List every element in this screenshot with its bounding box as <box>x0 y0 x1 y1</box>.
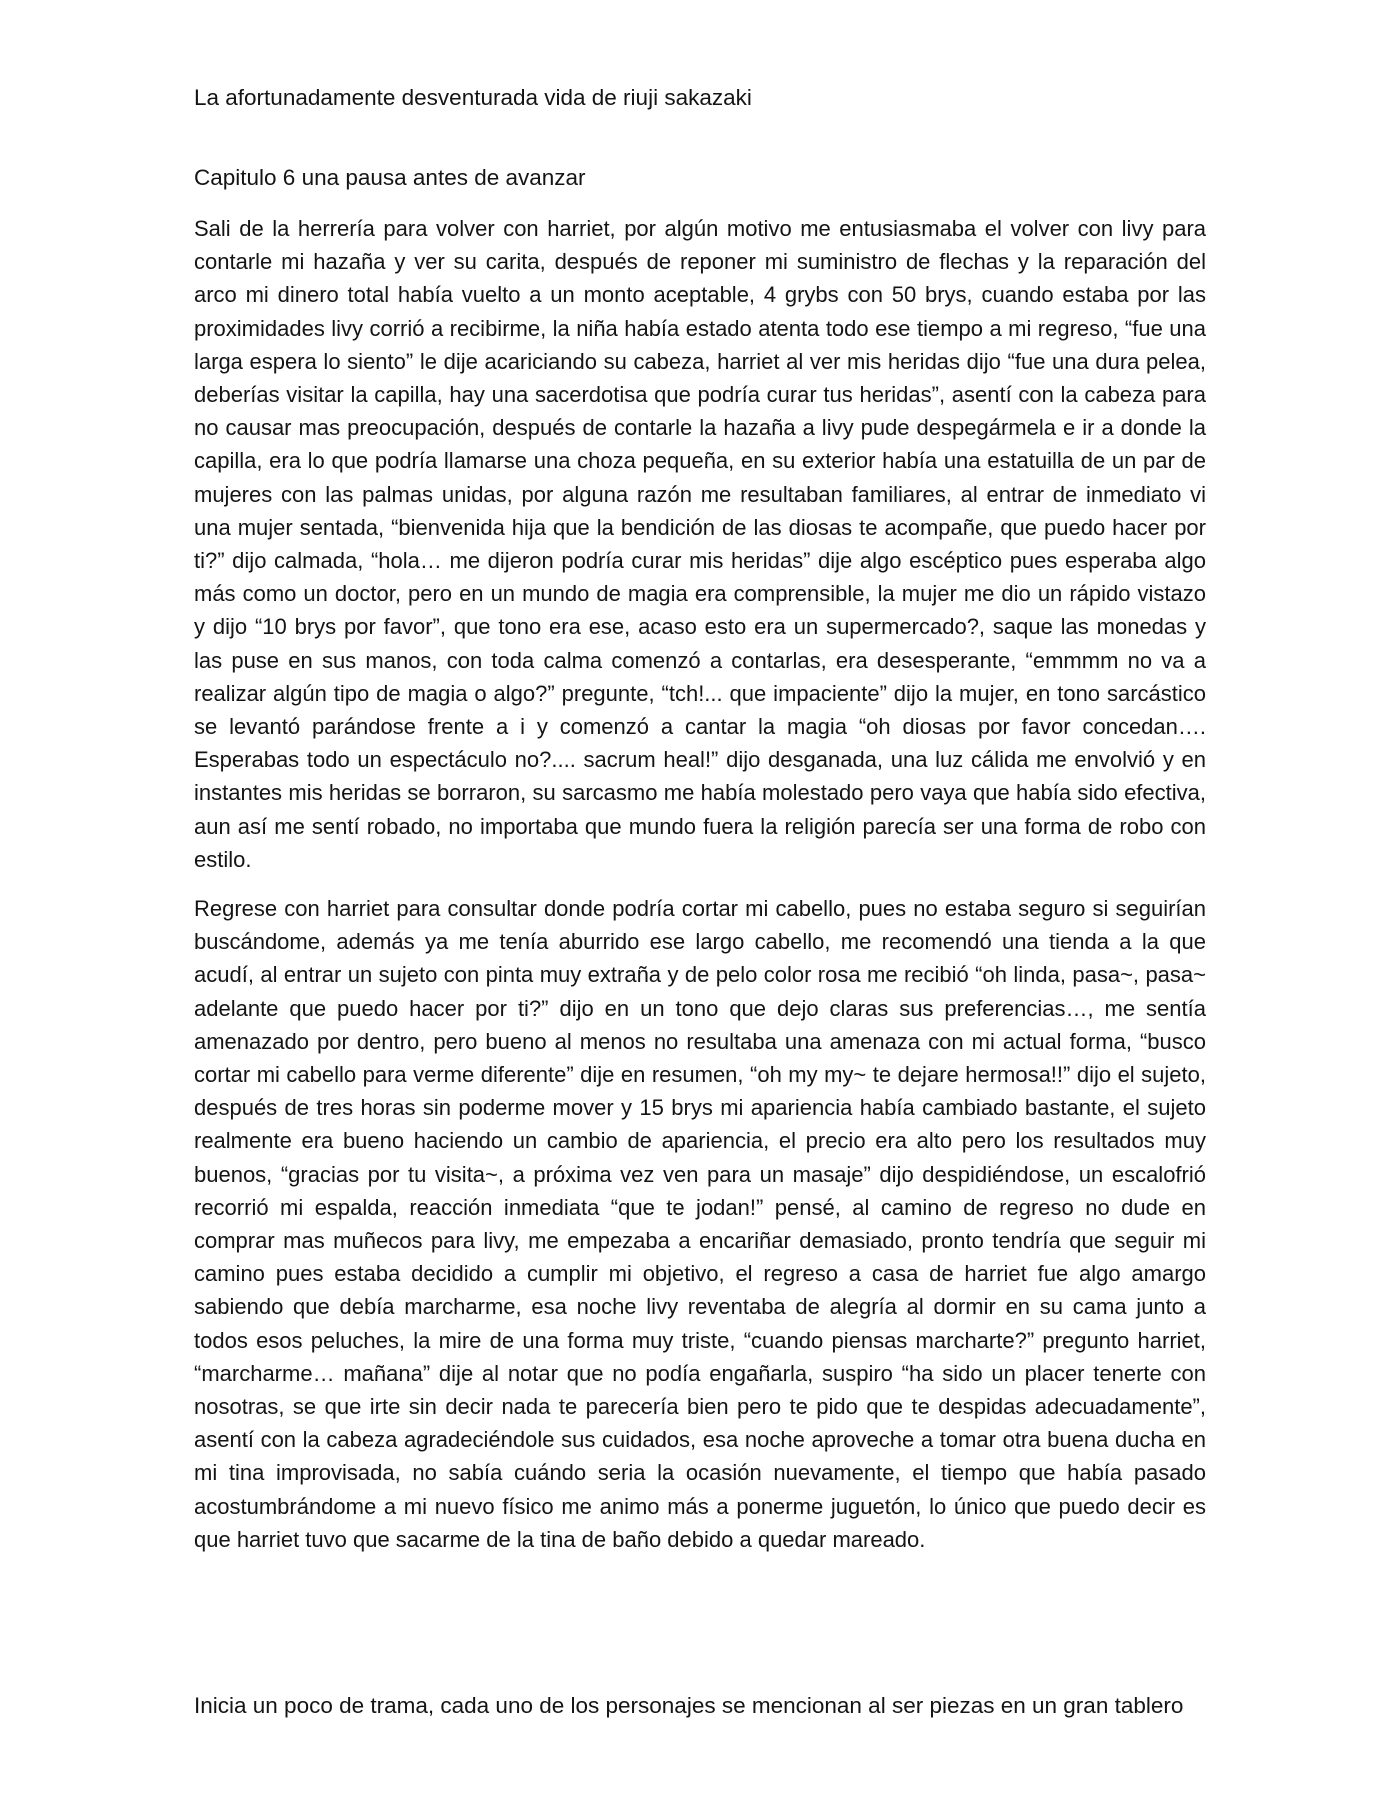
chapter-title: Capitulo 6 una pausa antes de avanzar <box>194 165 586 190</box>
document-title: La afortunadamente desventurada vida de riuji sakazaki <box>194 85 752 110</box>
body-paragraph-2: Regrese con harriet para consultar donde podría cortar mi cabello, pues no estaba seguro si seguirían buscándome, además ya me tenía aburrido ese largo cabello, me recomendó una tienda a la que acudí, al entrar un sujeto con pinta muy extraña y de pelo color rosa me recibió “oh linda, pasa~, pasa~ adelante que puedo hacer por ti?” dijo en un tono que dejo claras sus preferencias…, me sentía amenazado por dentro, pero bueno al menos no resultaba una amenaza con mi actual forma, “busco cortar mi cabello para verme diferente” dije en resumen, “oh my my~ te dejare hermosa!!” dijo el sujeto, después de tres horas sin poderme mover y 15 brys mi apariencia había cambiado bastante, el sujeto realmente era bueno haciendo un cambio de apariencia, el precio era alto pero los resultados muy buenos, “gracias por tu visita~, a próxima vez ven para un masaje” dijo despidiéndose, un escalofrió recorrió mi espalda, reacción inmediata “que te jodan!” pensé, al camino de regreso no dude en comprar mas muñecos para livy, me empezaba a encariñar demasiado, pronto tendría que seguir mi camino pues estaba decidido a cumplir mi objetivo, el regreso a casa de harriet fue algo amargo sabiendo que debía marcharme, esa noche livy reventaba de alegría al dormir en su cama junto a todos esos peluches, la mire de una forma muy triste, “cuando piensas marcharte?” pregunto harriet, “marcharme… mañana” dije al notar que no podía engañarla, suspiro “ha sido un placer tenerte con nosotras, se que irte sin decir nada te parecería bien pero te pido que te despidas adecuadamente”, asentí con la cabeza agradeciéndole sus cuidados, esa noche aproveche a tomar otra buena ducha en mi tina improvisada, no sabía cuándo seria la ocasión nuevamente, el tiempo que había pasado acostumbrándome a mi nuevo físico me animo más a ponerme juguetón, lo único que puedo decir es que harriet tuvo que sacarme de la tina de baño debido a quedar mareado. <box>194 896 1206 1552</box>
footer-note: Inicia un poco de trama, cada uno de los personajes se mencionan al ser piezas en un gran tablero <box>194 1693 1184 1718</box>
body-paragraph-1: Sali de la herrería para volver con harriet, por algún motivo me entusiasmaba el volver con livy para contarle mi hazaña y ver su carita, después de reponer mi suministro de flechas y la reparación del arco mi dinero total había vuelto a un monto aceptable, 4 grybs con 50 brys, cuando estaba por las proximidades livy corrió a recibirme, la niña había estado atenta todo ese tiempo a mi regreso, “fue una larga espera lo siento” le dije acariciando su cabeza, harriet al ver mis heridas dijo “fue una dura pelea, deberías visitar la capilla, hay una sacerdotisa que podría curar tus heridas”, asentí con la cabeza para no causar mas preocupación, después de contarle la hazaña a livy pude despegármela e ir a donde la capilla, era lo que podría llamarse una choza pequeña, en su exterior había una estatuilla de un par de mujeres con las palmas unidas, por alguna razón me resultaban familiares, al entrar de inmediato vi una mujer sentada, “bienvenida hija que la bendición de las diosas te acompañe, que puedo hacer por ti?” dijo calmada, “hola… me dijeron podría curar mis heridas” dije algo escéptico pues esperaba algo más como un doctor, pero en un mundo de magia era comprensible, la mujer me dio un rápido vistazo y dijo “10 brys por favor”, que tono era ese, acaso esto era un supermercado?, saque las monedas y las puse en sus manos, con toda calma comenzó a contarlas, era desesperante, “emmmm no va a realizar algún tipo de magia o algo?” pregunte, “tch!... que impaciente” dijo la mujer, en tono sarcástico se levantó parándose frente a i y comenzó a cantar la magia “oh diosas por favor concedan…. Esperabas todo un espectáculo no?.... sacrum heal!” dijo desganada, una luz cálida me envolvió y en instantes mis heridas se borraron, su sarcasmo me había molestado pero vaya que había sido efectiva, aun así me sentí robado, no importaba que mundo fuera la religión parecía ser una forma de robo con estilo. <box>194 216 1206 872</box>
